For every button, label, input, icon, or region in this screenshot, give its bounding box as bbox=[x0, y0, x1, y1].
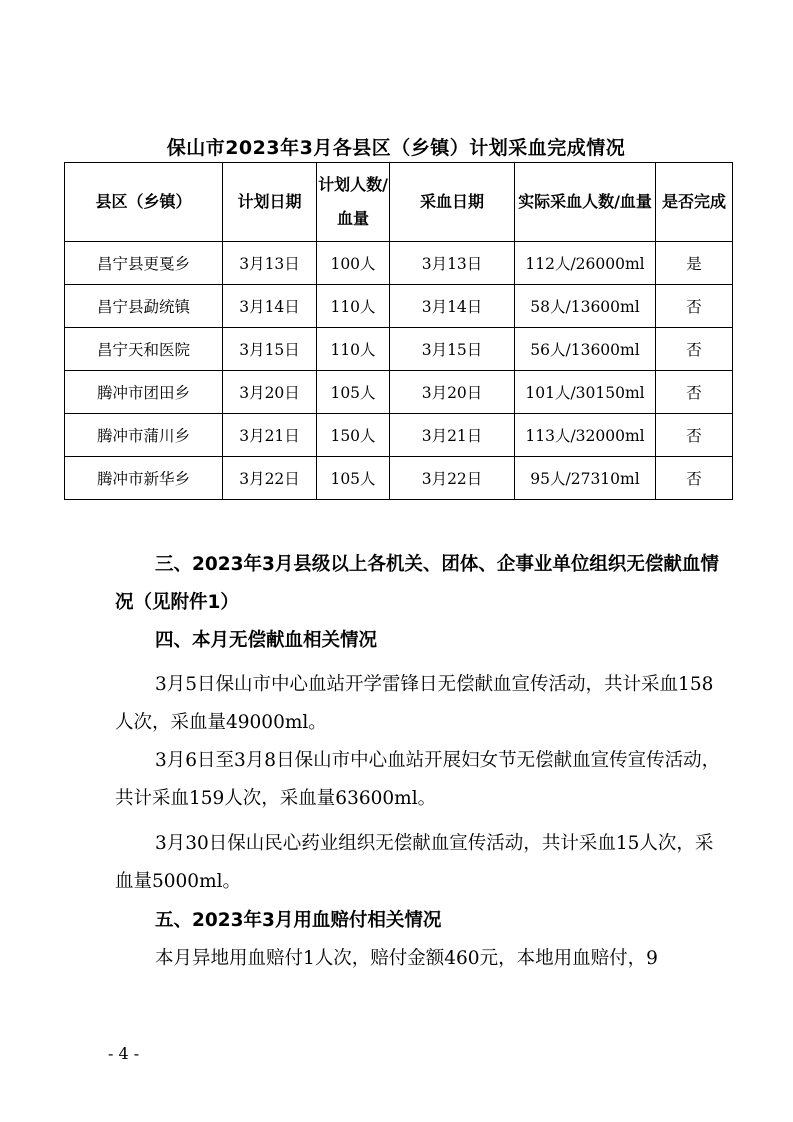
header-county: 县区（乡镇） bbox=[65, 163, 223, 242]
table-header-row bbox=[65, 163, 733, 242]
table-row bbox=[65, 242, 733, 285]
table-row bbox=[65, 328, 733, 371]
blood-collection-table bbox=[64, 162, 733, 500]
cell-plan-count: 105人 bbox=[317, 457, 390, 500]
cell-completed: 否 bbox=[656, 457, 733, 500]
table-row bbox=[65, 371, 733, 414]
cell-plan-date: 3月15日 bbox=[223, 328, 317, 371]
section-5-heading: 五、2023年3月用血赔付相关情况 bbox=[155, 910, 442, 931]
table-row bbox=[65, 285, 733, 328]
cell-plan-date: 3月14日 bbox=[223, 285, 317, 328]
header-collect-date: 采血日期 bbox=[390, 163, 515, 242]
cell-county: 昌宁县更戛乡 bbox=[65, 242, 223, 285]
cell-plan-count: 110人 bbox=[317, 328, 390, 371]
cell-completed: 否 bbox=[656, 328, 733, 371]
cell-actual-count: 95人/27310ml bbox=[515, 457, 656, 500]
table-title: 保山市2023年3月各县区（乡镇）计划采血完成情况 bbox=[166, 137, 626, 159]
cell-actual-count: 56人/13600ml bbox=[515, 328, 656, 371]
page-number: - 4 - bbox=[108, 1044, 140, 1063]
cell-collect-date: 3月20日 bbox=[390, 371, 515, 414]
cell-actual-count: 58人/13600ml bbox=[515, 285, 656, 328]
cell-actual-count: 112人/26000ml bbox=[515, 242, 656, 285]
cell-collect-date: 3月22日 bbox=[390, 457, 515, 500]
cell-collect-date: 3月15日 bbox=[390, 328, 515, 371]
cell-plan-date: 3月21日 bbox=[223, 414, 317, 457]
cell-plan-count: 100人 bbox=[317, 242, 390, 285]
header-plan-count: 计划人数/血量 bbox=[317, 163, 390, 242]
cell-collect-date: 3月21日 bbox=[390, 414, 515, 457]
cell-plan-date: 3月13日 bbox=[223, 242, 317, 285]
cell-plan-date: 3月22日 bbox=[223, 457, 317, 500]
cell-completed: 否 bbox=[656, 285, 733, 328]
cell-collect-date: 3月14日 bbox=[390, 285, 515, 328]
cell-plan-date: 3月20日 bbox=[223, 371, 317, 414]
section-3-heading: 三、2023年3月县级以上各机关、团体、企事业单位组织无偿献血情况（见附件1） bbox=[115, 554, 719, 613]
cell-county: 昌宁县勐统镇 bbox=[65, 285, 223, 328]
section-4-paragraph-1: 3月5日保山市中心血站开学雷锋日无偿献血宣传活动，共计采血158人次，采血量49000ml。 bbox=[115, 674, 714, 733]
cell-completed: 否 bbox=[656, 371, 733, 414]
cell-county: 腾冲市团田乡 bbox=[65, 371, 223, 414]
cell-actual-count: 101人/30150ml bbox=[515, 371, 656, 414]
cell-plan-count: 150人 bbox=[317, 414, 390, 457]
cell-plan-count: 110人 bbox=[317, 285, 390, 328]
section-5-paragraph-1: 本月异地用血赔付1人次，赔付金额460元，本地用血赔付，9 bbox=[155, 948, 658, 969]
section-4-paragraph-3: 3月30日保山民心药业组织无偿献血宣传活动，共计采血15人次，采血量5000ml。 bbox=[115, 833, 714, 892]
table-row bbox=[65, 414, 733, 457]
header-actual-count: 实际采血人数/血量 bbox=[515, 163, 656, 242]
table-row bbox=[65, 457, 733, 500]
cell-actual-count: 113人/32000ml bbox=[515, 414, 656, 457]
cell-completed: 是 bbox=[656, 242, 733, 285]
cell-county: 腾冲市蒲川乡 bbox=[65, 414, 223, 457]
header-plan-date: 计划日期 bbox=[223, 163, 317, 242]
cell-collect-date: 3月13日 bbox=[390, 242, 515, 285]
section-4-heading: 四、本月无偿献血相关情况 bbox=[155, 630, 378, 651]
header-completed: 是否完成 bbox=[656, 163, 733, 242]
cell-plan-count: 105人 bbox=[317, 371, 390, 414]
cell-completed: 否 bbox=[656, 414, 733, 457]
section-4-paragraph-2: 3月6日至3月8日保山市中心血站开展妇女节无偿献血宣传宣传活动，共计采血159人次，采血量63600ml。 bbox=[115, 750, 721, 809]
cell-county: 昌宁天和医院 bbox=[65, 328, 223, 371]
cell-county: 腾冲市新华乡 bbox=[65, 457, 223, 500]
